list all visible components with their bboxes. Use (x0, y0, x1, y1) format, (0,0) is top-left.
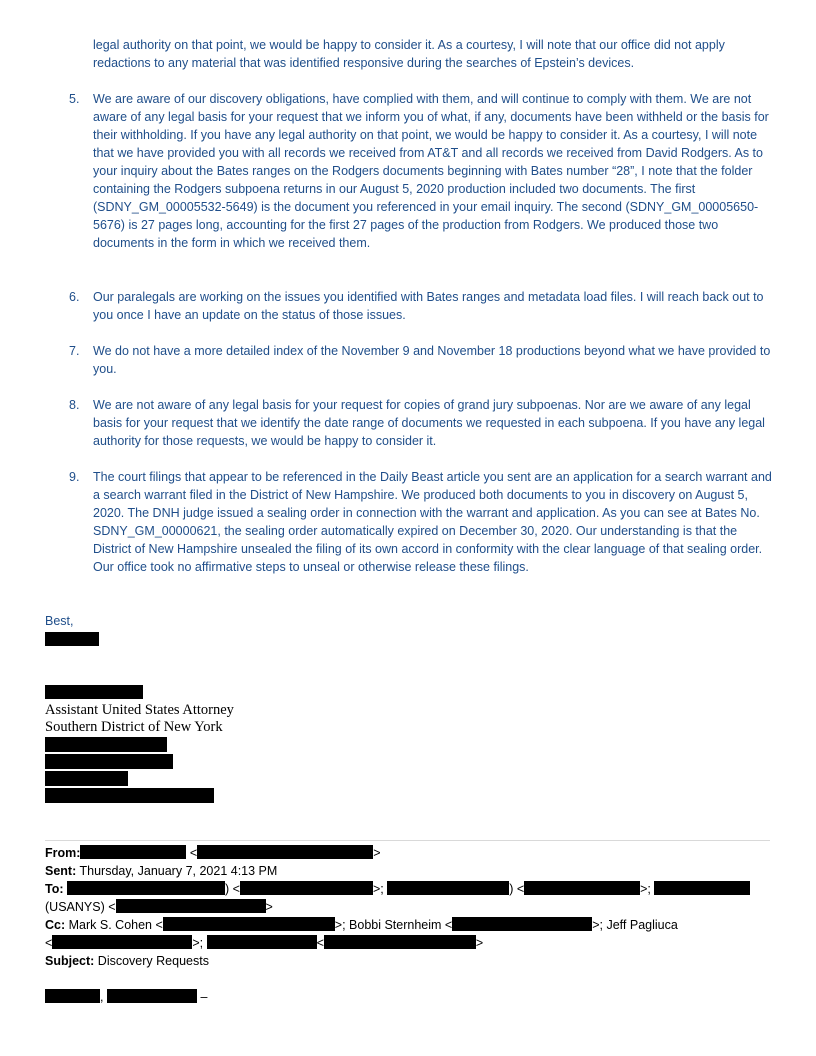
item-number: 6. (69, 290, 80, 304)
item-number: 7. (69, 344, 80, 358)
redaction (107, 989, 197, 1003)
redaction (387, 881, 509, 895)
greeting-suffix: – (200, 990, 208, 1004)
cc-text: >; Bobbi Sternheim < (334, 918, 453, 932)
item-text: We are aware of our discovery obligations, have complied with them, and will continue to comply with them. We are not aware of any legal basis for your request that we inform you of what, if any, documents have been withheld or the basis for their withholding. If you have any legal authority on that point, we would be happy to consider it. As a courtesy, I will note that we have provided you with all records we received from AT&T and all records we received from David Rodgers. As to your inquiry about the Bates ranges on the Rodgers documents beginning with Bates number “28”, I note that the folder containing the Rodgers subpoena returns in our August 5, 2020 production included two documents. The first (SDNY_GM_00005532-5649) is the document you referenced in your email inquiry. The second (SDNY_GM_00005650-5676) is 27 pages long, accounting for the first 27 pages of the production from Rodgers. We produced those two documents in the form in which we received them. (93, 92, 769, 250)
cc-label: Cc: (45, 918, 66, 932)
sent-value: Thursday, January 7, 2021 4:13 PM (79, 864, 278, 878)
item-text: Our paralegals are working on the issues you identified with Bates ranges and metadata load files. I will reach back out to you once I have an update on the status of those issues. (93, 290, 764, 322)
redaction (324, 935, 476, 949)
redaction (163, 917, 335, 931)
cc-line-continued: < >; < > (45, 936, 484, 950)
redaction (45, 737, 167, 752)
redaction (45, 685, 143, 699)
redaction (45, 632, 99, 646)
redaction (452, 917, 592, 931)
redaction (80, 845, 186, 859)
to-line-continued: (USANYS) < > (45, 900, 273, 914)
greeting-line: , – (45, 988, 770, 1006)
continuation-paragraph: legal authority on that point, we would be happy to consider it. As a courtesy, I will note that our office did not apply redactions to any material that was identified responsive during the searches of Epstein’s devices. (93, 38, 725, 70)
cc-text: >; Jeff Pagliuca (592, 918, 678, 932)
subject-value: Discovery Requests (97, 954, 209, 968)
item-text: The court filings that appear to be referenced in the Daily Beast article you sent are an application for a search warrant and a search warrant filed in the District of New Hampshire. We produced both documents to you in discovery on August 5, 2020. The DNH judge issued a sealing order in connection with the warrant and application. As you can see at Bates No. SDNY_GM_00000621, the sealing order automatically expired on December 30, 2020. Our understanding is that the District of New Hampshire unsealed the filing of its own accord in conformity with the clear language of that sealing order. Our office took no affirmative steps to unseal or otherwise release these filings. (93, 470, 772, 574)
item-text: We are not aware of any legal basis for your request for copies of grand jury subpoenas. Nor are we aware of any legal basis for your request that we identify the date range of documents we requested in each subpoena. If you have any legal authority for those requests, we would be happy to consider it. (93, 398, 765, 448)
cc-text: Mark S. Cohen < (68, 918, 163, 932)
signature-office: Southern District of New York (45, 719, 223, 735)
redaction (52, 935, 192, 949)
redaction (240, 881, 373, 895)
from-label: From: (45, 846, 81, 860)
subject-label: Subject: (45, 954, 95, 968)
redaction (45, 754, 173, 769)
redaction (45, 771, 128, 786)
item-number: 5. (69, 92, 80, 106)
closing: Best, (45, 614, 74, 628)
item-number: 8. (69, 398, 80, 412)
redaction (524, 881, 640, 895)
redaction (67, 881, 225, 895)
subject-line (45, 952, 770, 970)
redaction (116, 899, 266, 913)
to-usanys: (USANYS) < (45, 900, 116, 914)
item-text: We do not have a more detailed index of the November 9 and November 18 productions beyond what we have provided to you. (93, 344, 771, 376)
cc-line (45, 916, 770, 934)
sent-label: Sent: (45, 864, 77, 878)
redaction (654, 881, 750, 895)
redaction (197, 845, 373, 859)
redaction (45, 989, 100, 1003)
from-line: From: < > (45, 846, 381, 860)
redaction (45, 788, 214, 803)
to-label: To: (45, 882, 64, 896)
redaction (207, 935, 317, 949)
to-line: To: ) < >; ) < >; (45, 880, 770, 898)
item-number: 9. (69, 470, 80, 484)
signature-title: Assistant United States Attorney (45, 702, 234, 718)
sent-line (45, 862, 770, 880)
header-divider (45, 840, 770, 841)
